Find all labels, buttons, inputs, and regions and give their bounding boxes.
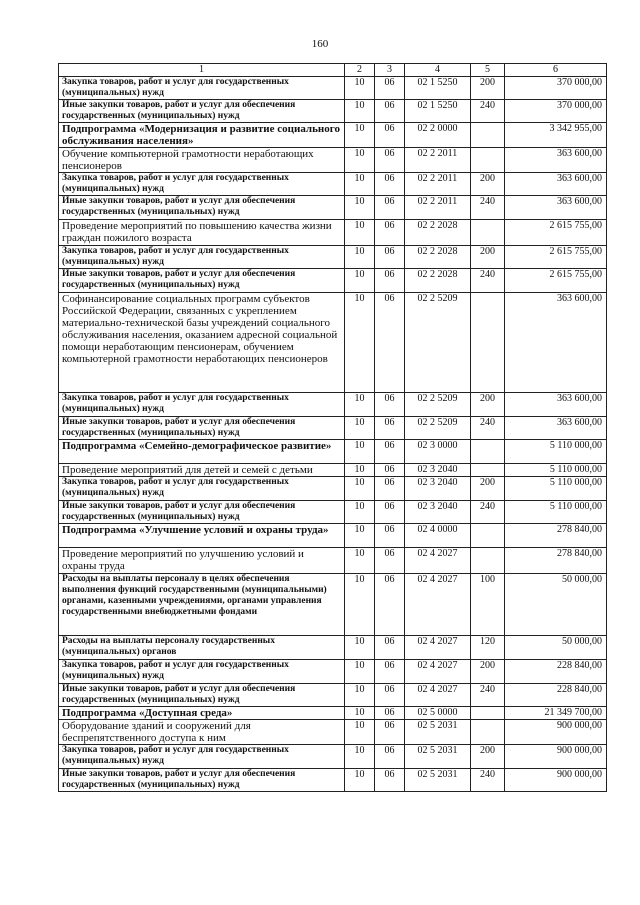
row-col3: 06 [375, 173, 405, 196]
row-amount: 2 615 755,00 [505, 220, 607, 246]
row-col2: 10 [345, 393, 375, 417]
row-description: Оборудование зданий и сооружений для беспрепятственного доступа к ним [59, 720, 345, 745]
row-col3: 06 [375, 524, 405, 548]
row-col3: 06 [375, 636, 405, 660]
row-description: Иные закупки товаров, работ и услуг для обеспечения государственных (муниципальных) нужд [59, 684, 345, 707]
row-col2: 10 [345, 548, 375, 574]
row-code: 02 2 2011 [405, 173, 471, 196]
row-type: 240 [471, 501, 505, 524]
row-col2: 10 [345, 707, 375, 720]
row-code: 02 3 2040 [405, 477, 471, 501]
row-amount: 228 840,00 [505, 660, 607, 684]
row-amount: 363 600,00 [505, 393, 607, 417]
row-description: Иные закупки товаров, работ и услуг для обеспечения государственных (муниципальных) нужд [59, 100, 345, 123]
row-col2: 10 [345, 574, 375, 636]
table-row [59, 417, 607, 440]
row-code: 02 2 5209 [405, 393, 471, 417]
row-col2: 10 [345, 269, 375, 293]
row-type [471, 220, 505, 246]
row-type [471, 548, 505, 574]
row-description: Закупка товаров, работ и услуг для государственных (муниципальных) нужд [59, 660, 345, 684]
row-col3: 06 [375, 477, 405, 501]
row-type [471, 720, 505, 745]
table-row [59, 636, 607, 660]
row-col2: 10 [345, 77, 375, 100]
row-col3: 06 [375, 684, 405, 707]
table-row [59, 123, 607, 148]
row-description: Расходы на выплаты персоналу государственных (муниципальных) органов [59, 636, 345, 660]
row-code: 02 4 2027 [405, 636, 471, 660]
row-description: Софинансирование социальных программ субъектов Российской Федерации, связанных с укреплением материально-технической базы учреждений социального обслуживания населения, оказанием адресной социальной помощи неработающим пенсионерам, обучением компьютерной грамотности неработающих пенсионеров [59, 293, 345, 393]
row-col3: 06 [375, 393, 405, 417]
row-amount: 3 342 955,00 [505, 123, 607, 148]
row-amount: 21 349 700,00 [505, 707, 607, 720]
row-code: 02 4 2027 [405, 660, 471, 684]
table-row [59, 745, 607, 769]
row-type: 200 [471, 745, 505, 769]
row-code: 02 2 2011 [405, 196, 471, 220]
row-col3: 06 [375, 246, 405, 269]
table-row [59, 464, 607, 477]
row-col2: 10 [345, 524, 375, 548]
row-amount: 363 600,00 [505, 173, 607, 196]
row-code: 02 2 2011 [405, 148, 471, 173]
row-description: Закупка товаров, работ и услуг для государственных (муниципальных) нужд [59, 77, 345, 100]
row-col3: 06 [375, 464, 405, 477]
row-type [471, 707, 505, 720]
row-type: 240 [471, 196, 505, 220]
row-description: Иные закупки товаров, работ и услуг для обеспечения государственных (муниципальных) нужд [59, 269, 345, 293]
row-col2: 10 [345, 684, 375, 707]
row-type [471, 123, 505, 148]
header-cell: 4 [405, 64, 471, 77]
table-row [59, 173, 607, 196]
row-code: 02 2 5209 [405, 417, 471, 440]
row-type: 200 [471, 77, 505, 100]
row-code: 02 4 2027 [405, 684, 471, 707]
row-amount: 5 110 000,00 [505, 501, 607, 524]
budget-table [58, 63, 607, 792]
row-col3: 06 [375, 100, 405, 123]
table-row [59, 684, 607, 707]
table-row [59, 393, 607, 417]
row-col3: 06 [375, 77, 405, 100]
table-row [59, 574, 607, 636]
row-col3: 06 [375, 417, 405, 440]
row-description: Закупка товаров, работ и услуг для государственных (муниципальных) нужд [59, 745, 345, 769]
row-type: 240 [471, 684, 505, 707]
row-type: 200 [471, 246, 505, 269]
table-row [59, 660, 607, 684]
row-type [471, 148, 505, 173]
row-type: 200 [471, 477, 505, 501]
row-type: 200 [471, 393, 505, 417]
table-row [59, 477, 607, 501]
page-number: 160 [311, 38, 329, 50]
row-col2: 10 [345, 148, 375, 173]
row-col2: 10 [345, 220, 375, 246]
row-code: 02 2 2028 [405, 246, 471, 269]
row-code: 02 1 5250 [405, 77, 471, 100]
row-code: 02 3 2040 [405, 464, 471, 477]
row-description: Обучение компьютерной грамотности неработающих пенсионеров [59, 148, 345, 173]
row-col2: 10 [345, 501, 375, 524]
row-amount: 2 615 755,00 [505, 269, 607, 293]
row-amount: 900 000,00 [505, 745, 607, 769]
table-row [59, 269, 607, 293]
row-col2: 10 [345, 745, 375, 769]
row-col3: 06 [375, 293, 405, 393]
row-description: Закупка товаров, работ и услуг для государственных (муниципальных) нужд [59, 246, 345, 269]
row-amount: 363 600,00 [505, 148, 607, 173]
header-cell: 3 [375, 64, 405, 77]
row-col2: 10 [345, 720, 375, 745]
row-type: 240 [471, 417, 505, 440]
row-description: Закупка товаров, работ и услуг для государственных (муниципальных) нужд [59, 393, 345, 417]
row-code: 02 4 2027 [405, 574, 471, 636]
row-type: 200 [471, 173, 505, 196]
table-row [59, 220, 607, 246]
row-amount: 363 600,00 [505, 196, 607, 220]
row-description: Подпрограмма «Семейно-демографическое развитие» [59, 440, 345, 464]
row-amount: 278 840,00 [505, 524, 607, 548]
row-type: 120 [471, 636, 505, 660]
row-description: Подпрограмма «Доступная среда» [59, 707, 345, 720]
row-description: Проведение мероприятий по улучшению условий и охраны труда [59, 548, 345, 574]
table-row [59, 769, 607, 792]
row-type: 240 [471, 269, 505, 293]
row-col2: 10 [345, 440, 375, 464]
row-description: Закупка товаров, работ и услуг для государственных (муниципальных) нужд [59, 477, 345, 501]
row-col3: 06 [375, 574, 405, 636]
row-amount: 2 615 755,00 [505, 246, 607, 269]
table-row [59, 524, 607, 548]
row-description: Расходы на выплаты персоналу в целях обеспечения выполнения функций государственными (муниципальными) органами, казенными учреждениями, органами управления государственными внебюджетными фондами [59, 574, 345, 636]
row-amount: 363 600,00 [505, 417, 607, 440]
table-row [59, 196, 607, 220]
table-row [59, 501, 607, 524]
header-cell: 2 [345, 64, 375, 77]
row-col2: 10 [345, 246, 375, 269]
table-row [59, 100, 607, 123]
row-col2: 10 [345, 196, 375, 220]
row-col2: 10 [345, 417, 375, 440]
row-type: 240 [471, 100, 505, 123]
row-code: 02 1 5250 [405, 100, 471, 123]
table-row [59, 548, 607, 574]
row-col2: 10 [345, 636, 375, 660]
row-description: Подпрограмма «Улучшение условий и охраны труда» [59, 524, 345, 548]
row-col2: 10 [345, 100, 375, 123]
row-amount: 5 110 000,00 [505, 464, 607, 477]
row-col2: 10 [345, 173, 375, 196]
table-row [59, 148, 607, 173]
row-col2: 10 [345, 769, 375, 792]
row-col2: 10 [345, 123, 375, 148]
row-amount: 50 000,00 [505, 574, 607, 636]
header-row [59, 64, 607, 77]
row-col3: 06 [375, 123, 405, 148]
table-row [59, 77, 607, 100]
table-body [59, 77, 607, 792]
row-amount: 50 000,00 [505, 636, 607, 660]
row-col3: 06 [375, 196, 405, 220]
row-col2: 10 [345, 477, 375, 501]
row-type [471, 293, 505, 393]
row-type: 240 [471, 769, 505, 792]
row-col3: 06 [375, 707, 405, 720]
table-row [59, 440, 607, 464]
table-row [59, 293, 607, 393]
row-code: 02 2 0000 [405, 123, 471, 148]
row-amount: 5 110 000,00 [505, 440, 607, 464]
row-description: Проведение мероприятий по повышению качества жизни граждан пожилого возраста [59, 220, 345, 246]
header-cell: 6 [505, 64, 607, 77]
row-type [471, 524, 505, 548]
row-description: Иные закупки товаров, работ и услуг для обеспечения государственных (муниципальных) нужд [59, 196, 345, 220]
row-code: 02 5 2031 [405, 720, 471, 745]
row-code: 02 2 5209 [405, 293, 471, 393]
row-col3: 06 [375, 745, 405, 769]
row-description: Закупка товаров, работ и услуг для государственных (муниципальных) нужд [59, 173, 345, 196]
row-col3: 06 [375, 269, 405, 293]
row-description: Иные закупки товаров, работ и услуг для обеспечения государственных (муниципальных) нужд [59, 501, 345, 524]
row-amount: 363 600,00 [505, 293, 607, 393]
row-col2: 10 [345, 464, 375, 477]
row-col3: 06 [375, 148, 405, 173]
row-code: 02 3 2040 [405, 501, 471, 524]
row-col3: 06 [375, 440, 405, 464]
row-amount: 278 840,00 [505, 548, 607, 574]
row-amount: 5 110 000,00 [505, 477, 607, 501]
row-code: 02 2 2028 [405, 269, 471, 293]
row-amount: 900 000,00 [505, 769, 607, 792]
row-type [471, 440, 505, 464]
row-code: 02 3 0000 [405, 440, 471, 464]
row-col3: 06 [375, 769, 405, 792]
header-cell: 1 [59, 64, 345, 77]
row-description: Иные закупки товаров, работ и услуг для обеспечения государственных (муниципальных) нужд [59, 769, 345, 792]
header-cell: 5 [471, 64, 505, 77]
row-col2: 10 [345, 293, 375, 393]
row-code: 02 4 0000 [405, 524, 471, 548]
row-amount: 228 840,00 [505, 684, 607, 707]
table-row [59, 720, 607, 745]
row-code: 02 5 2031 [405, 745, 471, 769]
row-type: 200 [471, 660, 505, 684]
row-col3: 06 [375, 220, 405, 246]
row-code: 02 2 2028 [405, 220, 471, 246]
table-row [59, 707, 607, 720]
row-type: 100 [471, 574, 505, 636]
row-code: 02 5 2031 [405, 769, 471, 792]
row-col3: 06 [375, 548, 405, 574]
table-row [59, 246, 607, 269]
row-amount: 900 000,00 [505, 720, 607, 745]
row-col3: 06 [375, 501, 405, 524]
row-amount: 370 000,00 [505, 100, 607, 123]
row-code: 02 5 0000 [405, 707, 471, 720]
row-col3: 06 [375, 660, 405, 684]
row-code: 02 4 2027 [405, 548, 471, 574]
row-type [471, 464, 505, 477]
row-description: Проведение мероприятий для детей и семей с детьми [59, 464, 345, 477]
row-description: Подпрограмма «Модернизация и развитие социального обслуживания населения» [59, 123, 345, 148]
row-col3: 06 [375, 720, 405, 745]
row-col2: 10 [345, 660, 375, 684]
row-description: Иные закупки товаров, работ и услуг для обеспечения государственных (муниципальных) нужд [59, 417, 345, 440]
row-amount: 370 000,00 [505, 77, 607, 100]
